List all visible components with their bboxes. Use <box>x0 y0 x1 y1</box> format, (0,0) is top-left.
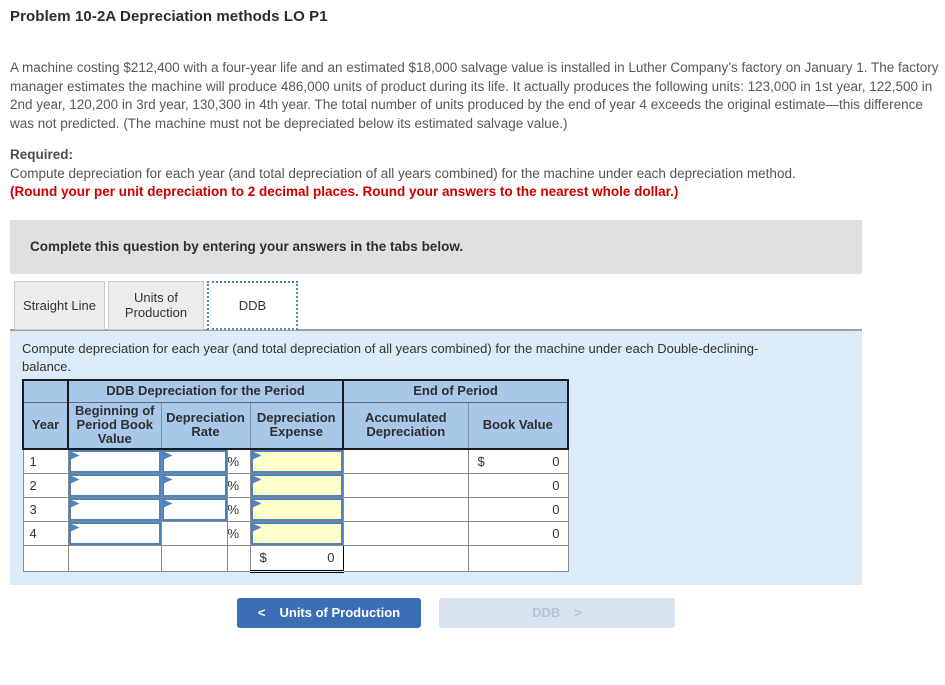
book-value-amount: 0 <box>552 501 560 517</box>
col-header-accumulated-depreciation: Accumulated Depreciation <box>343 403 468 449</box>
depreciation-expense-input-y1[interactable] <box>251 450 343 473</box>
col-header-beginning-book-value: Beginning of Period Book Value <box>68 403 161 449</box>
required-text: Compute depreciation for each year (and total depreciation of all years combined) for the machine under each depreciation method. <box>10 165 796 181</box>
col-header-year: Year <box>23 403 68 449</box>
cell-flag-icon <box>71 500 80 510</box>
tab-ddb-label: DDB <box>238 297 267 313</box>
group-header-end-of-period: End of Period <box>343 380 568 403</box>
answer-tabs <box>14 281 945 330</box>
tab-units-of-production-label: Units of Production <box>124 290 188 320</box>
problem-statement: A machine costing $212,400 with a four-year life and an estimated $18,000 salvage value is installed in Luther Company’s factory on January 1. The factory manager estimates the machine will produce 486,000 units of product during its life. It actually produces the following units: 123,000 in 1st year, 122,500 in 2nd year, 120,200 in 3rd year, 130,300 in 4th year. The total number of units produced by the end of year 4 exceeds the original estimate—this difference was not predicted. (The machine must not be depreciated below its estimated salvage value.) <box>10 60 939 131</box>
percent-label: % <box>227 449 250 474</box>
beginning-book-value-input-y3[interactable] <box>69 498 161 521</box>
chevron-right-icon: > <box>574 605 582 620</box>
beginning-book-value-input-y1[interactable] <box>69 450 161 473</box>
depreciation-rate-input-y1[interactable] <box>162 450 227 473</box>
next-tab-button-label: DDB <box>532 605 561 620</box>
required-label: Required: <box>10 147 74 162</box>
currency-symbol: $ <box>259 549 267 565</box>
rounding-note: (Round your per unit depreciation to 2 decimal places. Round your answers to the nearest whole dollar.) <box>10 184 679 199</box>
total-year-cell <box>23 545 68 571</box>
tab-straight-line-label: Straight Line <box>23 297 96 313</box>
tab-ddb[interactable] <box>207 281 298 330</box>
cell-flag-icon <box>164 452 173 462</box>
book-value-cell-y4 <box>468 521 568 545</box>
ddb-instruction: Compute depreciation for each year (and total depreciation of all years combined) for the machine under each Double-declining-balance. <box>22 340 759 374</box>
total-depreciation-amount: 0 <box>327 549 335 565</box>
depreciation-expense-input-y4[interactable] <box>251 522 343 545</box>
total-percent-cell <box>227 545 250 571</box>
book-value-cell-y1 <box>468 449 568 474</box>
table-row-year-1 <box>23 449 568 474</box>
prev-tab-button-label: Units of Production <box>279 605 401 620</box>
cell-flag-icon <box>164 476 173 486</box>
cell-flag-icon <box>253 452 262 462</box>
tab-navigation <box>237 598 945 628</box>
year-label: 4 <box>23 521 68 545</box>
beginning-book-value-input-y2[interactable] <box>69 474 161 497</box>
accumulated-depreciation-cell-y4 <box>343 521 468 545</box>
total-accumulated-cell <box>343 545 468 571</box>
prev-tab-button[interactable] <box>237 598 421 628</box>
depreciation-expense-input-y3[interactable] <box>251 498 343 521</box>
complete-question-banner <box>10 220 862 274</box>
cell-flag-icon <box>71 476 80 486</box>
percent-label: % <box>227 497 250 521</box>
group-header-ddb-period: DDB Depreciation for the Period <box>68 380 343 403</box>
col-header-depreciation-rate: Depreciation Rate <box>161 403 250 449</box>
depreciation-rate-input-y3[interactable] <box>162 498 227 521</box>
table-row-year-2 <box>23 473 568 497</box>
cell-flag-icon <box>253 500 262 510</box>
cell-flag-icon <box>253 524 262 534</box>
tab-straight-line[interactable] <box>14 281 105 330</box>
required-section <box>10 146 945 202</box>
year-label: 3 <box>23 497 68 521</box>
total-depreciation-expense-cell <box>250 545 343 571</box>
accumulated-depreciation-cell-y1 <box>343 449 468 474</box>
cell-flag-icon <box>71 452 80 462</box>
book-value-cell-y3 <box>468 497 568 521</box>
tab-units-of-production[interactable] <box>108 281 204 330</box>
total-book-value-cell <box>468 545 568 571</box>
book-value-cell-y2 <box>468 473 568 497</box>
cell-flag-icon <box>164 500 173 510</box>
col-header-book-value: Book Value <box>468 403 568 449</box>
accumulated-depreciation-cell-y3 <box>343 497 468 521</box>
currency-symbol: $ <box>477 453 485 469</box>
depreciation-rate-cell-y4 <box>161 521 227 545</box>
problem-title: Problem 10-2A Depreciation methods LO P1 <box>10 8 328 25</box>
percent-label: % <box>227 473 250 497</box>
cell-flag-icon <box>253 476 262 486</box>
book-value-amount: 0 <box>552 525 560 541</box>
col-header-depreciation-expense: Depreciation Expense <box>250 403 343 449</box>
accumulated-depreciation-cell-y2 <box>343 473 468 497</box>
table-row-year-4 <box>23 521 568 545</box>
book-value-amount: 0 <box>552 453 560 469</box>
depreciation-expense-input-y2[interactable] <box>251 474 343 497</box>
percent-label: % <box>227 521 250 545</box>
banner-text: Complete this question by entering your answers in the tabs below. <box>30 238 464 254</box>
total-beginning-cell <box>68 545 161 571</box>
year-label: 2 <box>23 473 68 497</box>
table-row-year-3 <box>23 497 568 521</box>
total-rate-cell <box>161 545 227 571</box>
year-label: 1 <box>23 449 68 474</box>
chevron-left-icon: < <box>257 605 266 620</box>
header-year-spacer <box>23 380 68 403</box>
depreciation-rate-input-y2[interactable] <box>162 474 227 497</box>
ddb-depreciation-table <box>22 379 569 573</box>
book-value-amount: 0 <box>552 477 560 493</box>
next-tab-button[interactable] <box>439 598 675 628</box>
cell-flag-icon <box>71 524 80 534</box>
ddb-tab-panel <box>10 329 862 585</box>
table-total-row <box>23 545 568 571</box>
beginning-book-value-input-y4[interactable] <box>69 522 161 545</box>
